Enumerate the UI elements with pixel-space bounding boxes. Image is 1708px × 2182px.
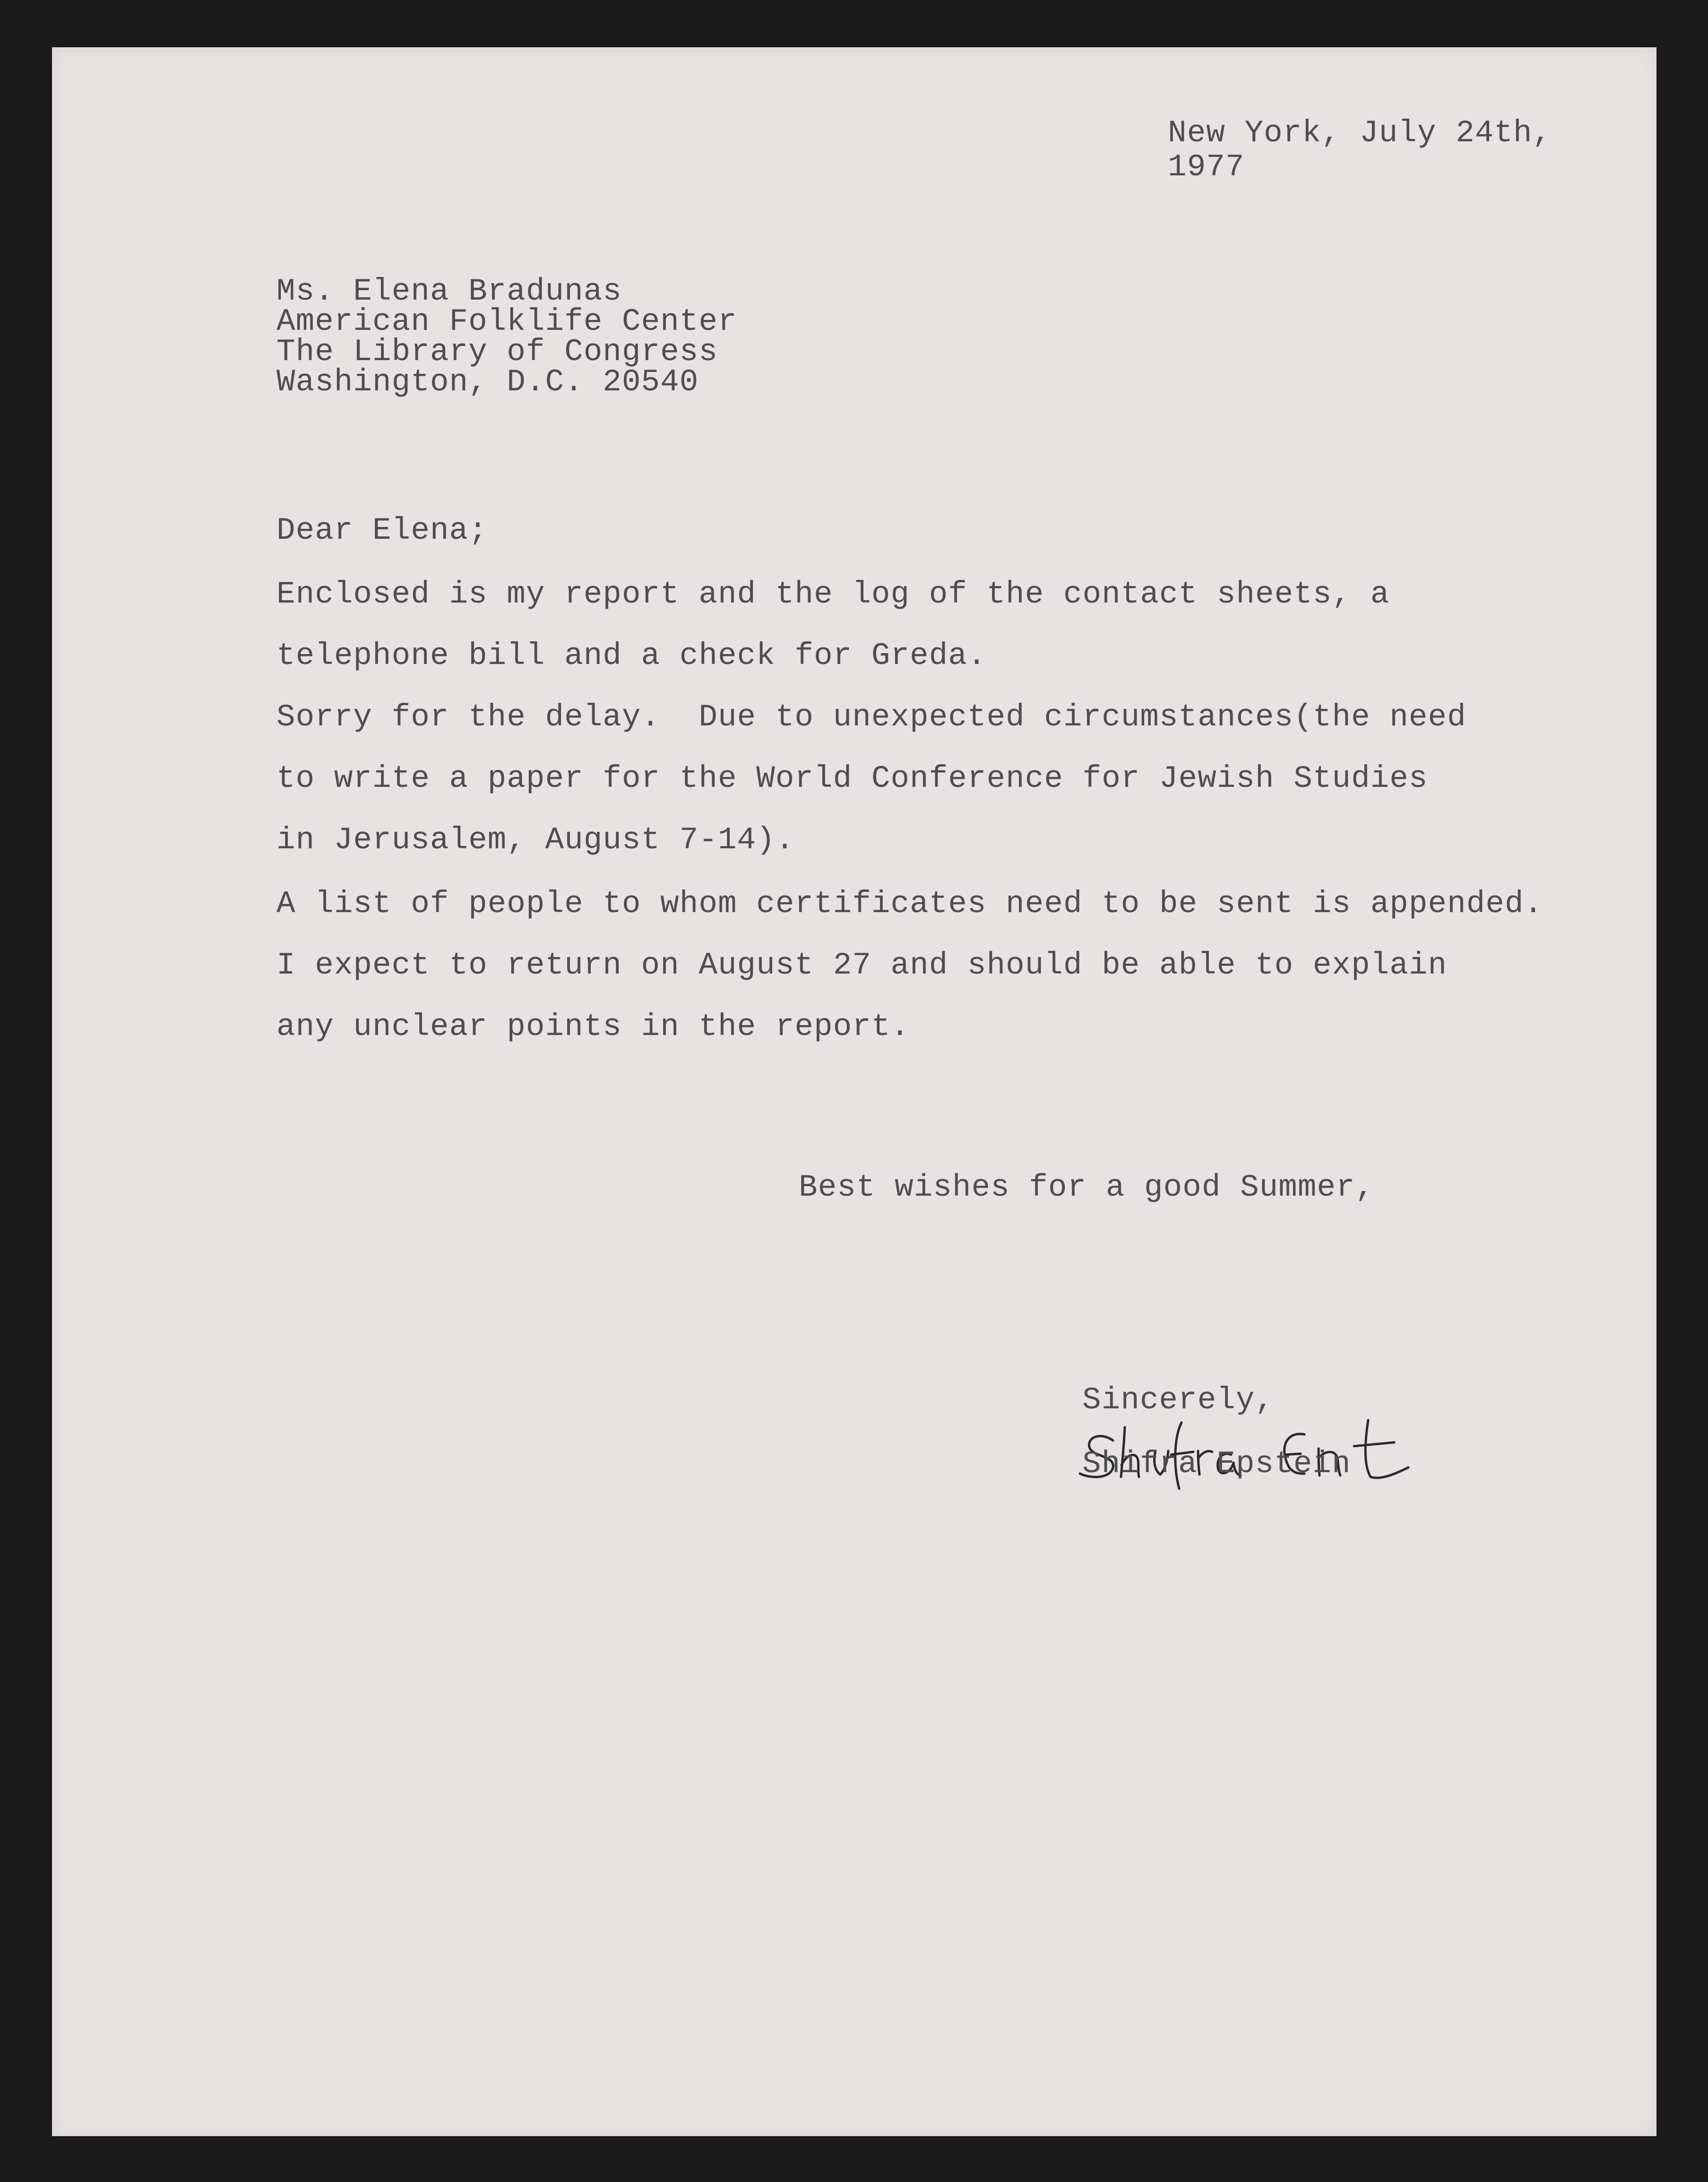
recipient-line: American Folklife Center (276, 304, 737, 339)
body-line: Enclosed is my report and the log of the contact sheets, a (276, 577, 1390, 612)
body-line: in Jerusalem, August 7-14). (276, 822, 795, 858)
closing-line: Best wishes for a good Summer, (799, 1170, 1375, 1205)
body-line: A list of people to whom certificates need to be sent is appended. (276, 886, 1544, 922)
body-line: any unclear points in the report. (276, 1009, 910, 1044)
date-line-2: 1977 (1168, 149, 1245, 185)
sign-off: Sincerely, (1082, 1382, 1275, 1418)
body-line: to write a paper for the World Conference for Jewish Studies (276, 761, 1428, 796)
typed-name: Shifra Epstein (1082, 1446, 1351, 1482)
body-line: telephone bill and a check for Greda. (276, 638, 987, 673)
recipient-line: Washington, D.C. 20540 (276, 364, 699, 400)
recipient-address (276, 274, 737, 400)
body-line: I expect to return on August 27 and should be able to explain (276, 948, 1447, 983)
recipient-line: The Library of Congress (276, 334, 718, 370)
body-line: Sorry for the delay. Due to unexpected circumstances(the need (276, 699, 1466, 735)
date-line-1: New York, July 24th, (1168, 115, 1552, 151)
recipient-line: Ms. Elena Bradunas (276, 274, 622, 309)
dateline (1168, 116, 1552, 184)
salutation: Dear Elena; (276, 513, 488, 548)
